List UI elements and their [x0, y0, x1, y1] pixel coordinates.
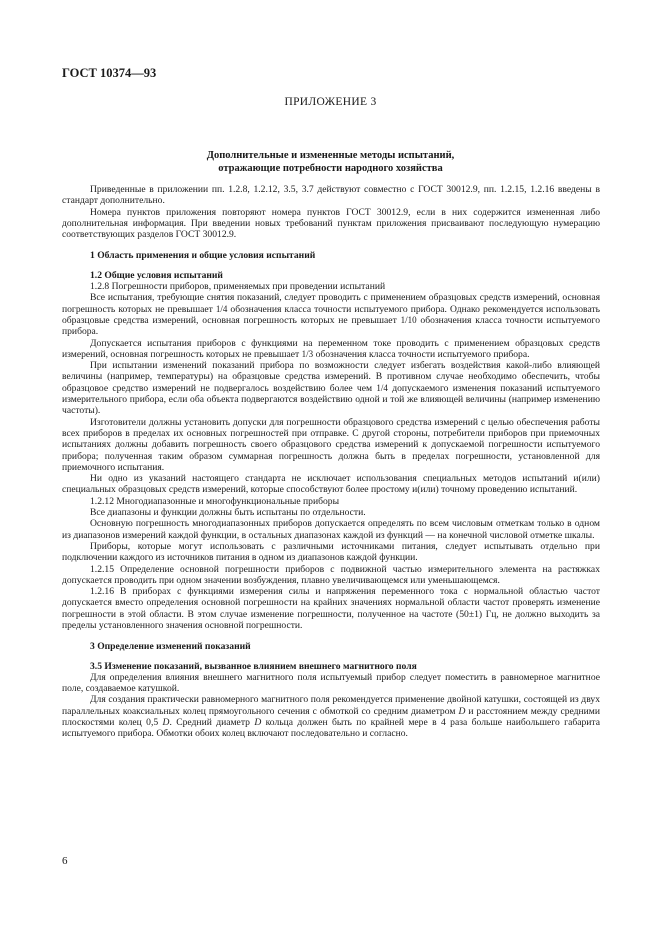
symbol-d: D — [254, 717, 262, 729]
paragraph-1-2-8-d: Изготовители должны установить допуски для погрешности образцового средства измерений с целью обеспечения работы всех приборов в пределах их основных погрешностей при отправке. С другой стороны, потребители приборов при приемочных испытаниях должны добавить погрешность своего образцового средства измерений к допускаемой погрешности испытуемого прибора; полученная таким образом суммарная погрешность должна быть в пределах погрешности, установленной для приемочного испытания. — [62, 416, 600, 473]
paragraph-3-5-a: Для определения влияния внешнего магнитного поля испытуемый прибор следует поместить в равномерное магнитное поле, создаваемое катушкой. — [62, 671, 600, 695]
paragraph-1-2-16: 1.2.16 В приборах с функциями измерения силы и напряжения переменного тока с нормальной областью частот допускается вместо определения основной погрешности на крайних значениях нормальной области частот проверять изменение погрешности в этой области. В этом случае изменение погрешности, полученное на частоте (50±1) Гц, не должно выходить за пределы установленного значения основной погрешности. — [62, 586, 600, 631]
title-line-2: отражающие потребности народного хозяйства — [218, 163, 443, 174]
paragraph-1-2-8-c: При испытании изменений показаний прибора по возможности следует избегать воздействия какой-либо влияющей величины (например, температуры) на образцовые средства измерений. В противном случае необходимо обеспечить, чтобы образцовое средство измерений не подвергалось воздействию более чем 1/4 допускаемого изменения показаний испытуемого измерительного прибора, если оба объекта подвергаются воздействию одной и той же влияющей величины (например изменению частоты). — [62, 360, 600, 417]
section-1-heading: 1 Область применения и общие условия испытаний — [90, 250, 316, 262]
paragraph-1-2-12-a: Все диапазоны и функции должны быть испытаны по отдельности. — [90, 507, 366, 519]
fraction-1-4: 1/4 — [215, 303, 228, 314]
symbol-d: D — [458, 705, 466, 717]
paragraph-intro-1: Приведенные в приложении пп. 1.2.8, 1.2.12, 3.5, 3.7 действуют совместно с ГОСТ 30012.9, пп. 1.2.15, 1.2.16 введены в стандарт дополнительно. — [62, 184, 600, 207]
paragraph-1-2-8-a: Все испытания, требующие снятия показаний, следует проводить с применением образцовых средств измерений, основная погрешность которых не превышает 1/4 обозначения класса точности испытуемого прибора. Однако рекомендуется использовать образцовые средства измерений, основная погрешность которых не превышает 1/10 обозначения класса точности испытуемого прибора. — [62, 292, 601, 338]
paragraph-1-2-8-e: Ни одно из указаний настоящего стандарта не исключает использования специальных методов испытаний и(или) специальных образцовых средств измерений, которые способствуют более простому и(или) точному проведению испытаний. — [62, 473, 600, 496]
document-title — [0, 149, 661, 175]
paragraph-1-2-15: 1.2.15 Определение основной погрешности приборов с подвижной частью измерительного элемента на растяжках допускается проводить при одном значении возбуждения, плавно увеличивающемся или уменьшающемся. — [62, 563, 600, 586]
paragraph-intro-2: Номера пунктов приложения повторяют номера пунктов ГОСТ 30012.9, если в них содержится измененная либо дополнительная информация. При введении новых требований пунктам приложения присваивают последующую нумерацию соответствующих разделов ГОСТ 30012.9. — [62, 206, 600, 241]
symbol-d: D — [162, 717, 170, 729]
appendix-title: ПРИЛОЖЕНИЕ 3 — [284, 96, 377, 108]
paragraph-1-2-8-b: Допускается испытания приборов с функциями на переменном токе проводить с применением образцовых средств измерений, основная погрешность которых не превышает 1/3 обозначения класса точности испытуемого прибора. — [62, 337, 600, 360]
section-1-2-heading: 1.2 Общие условия испытаний — [90, 269, 223, 281]
paragraph-1-2-8: 1.2.8 Погрешности приборов, применяемых при проведении испытаний — [90, 281, 386, 293]
fraction-1-3: 1/3 — [301, 348, 314, 359]
document-header: ГОСТ 10374—93 — [62, 66, 157, 80]
document-body — [62, 184, 600, 740]
paragraph-3-5-b: Для создания практически равномерного магнитного поля рекомендуется применение двойной катушки, состоящей из двух параллельных коаксиальных колец прямоугольного сечения с обмоткой со средним диаметром D и расстоянием между средними плоскостями колец 0,5 D. Средний диаметр D кольца должен быть по крайней мере в 4 раза больше наибольшего габарита испытуемого прибора. Обмотки обоих колец включают последовательно и согласно. — [62, 694, 600, 740]
paragraph-1-2-12-c: Приборы, которые могут использовать с различными источниками питания, следует испытывать отдельно при подключении каждого из источников питания в одном из диапазонов каждой функции. — [62, 540, 600, 564]
section-3-5-heading: 3.5 Изменение показаний, вызванное влиянием внешнего магнитного поля — [90, 660, 417, 672]
paragraph-1-2-12-b: Основную погрешность многодиапазонных приборов допускается определять по всем числовым отметкам только в одном из диапазонов измерений каждой функции, в остальных диапазонах каждой из функций — на конечной числовой отметке шкалы. — [62, 518, 600, 541]
page-number: 6 — [62, 855, 68, 867]
fraction-1-10: 1/10 — [400, 314, 417, 325]
title-line-1: Дополнительные и измененные методы испытаний, — [206, 150, 455, 161]
fraction-1-4-b: 1/4 — [376, 382, 388, 393]
section-3-heading: 3 Определение изменений показаний — [90, 641, 251, 653]
paragraph-1-2-12: 1.2.12 Многодиапазонные и многофункциональные приборы — [90, 495, 340, 507]
